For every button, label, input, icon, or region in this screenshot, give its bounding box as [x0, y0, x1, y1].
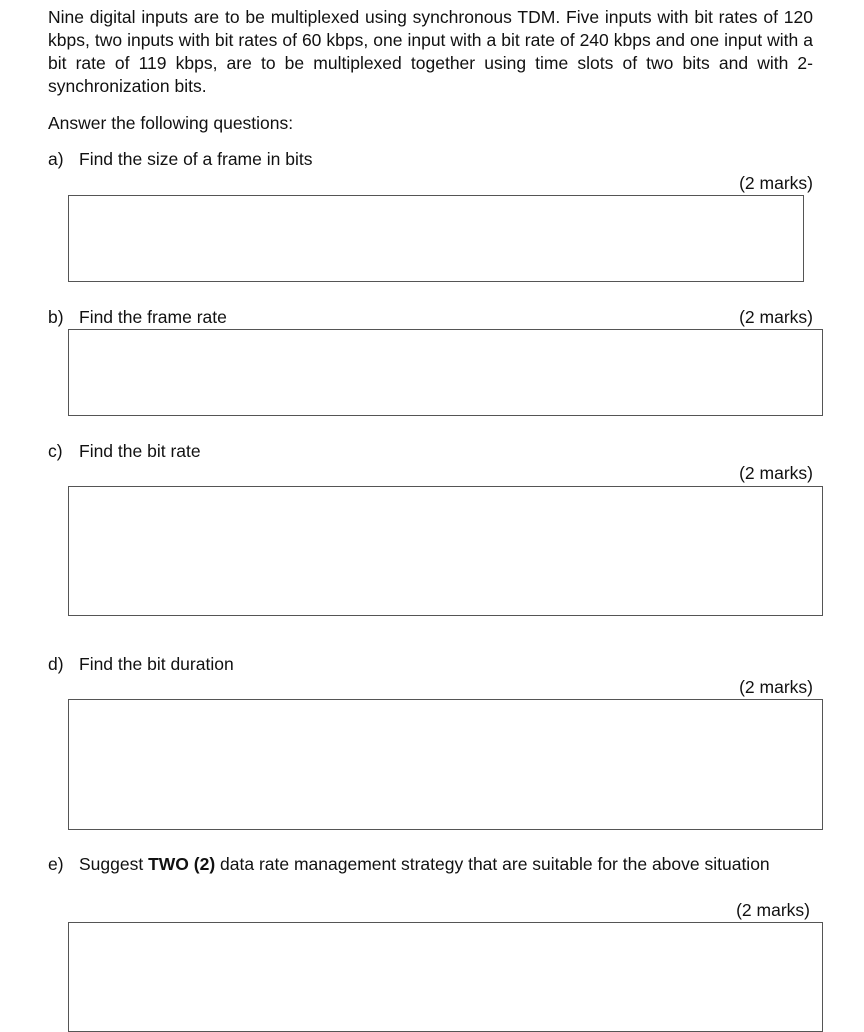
- answer-box-b[interactable]: [68, 329, 823, 416]
- question-d-letter: d): [48, 654, 64, 674]
- question-d-text: Find the bit duration: [79, 654, 234, 674]
- question-intro: Nine digital inputs are to be multiplexed using synchronous TDM. Five inputs with bit rates of 120 kbps, two inputs with bit rates of 60 kbps, one input with a bit rate of 240 kbps and one input with a bit rate of 119 kbps, are to be multiplexed together using time slots of two bits and with 2-synchronization bits.: [48, 7, 813, 96]
- question-e-text-before: Suggest: [79, 854, 149, 874]
- question-a-text: Find the size of a frame in bits: [79, 149, 313, 169]
- question-e-text: [79, 853, 813, 876]
- question-c-text: Find the bit rate: [79, 441, 201, 461]
- question-b-marks: (2 marks): [739, 307, 813, 327]
- question-b-letter: b): [48, 307, 64, 327]
- question-d-marks: (2 marks): [739, 677, 813, 697]
- answer-box-e[interactable]: [68, 922, 823, 1032]
- question-e-text-bold: TWO (2): [148, 854, 216, 874]
- answer-box-d[interactable]: [68, 699, 823, 830]
- instruction-text: Answer the following questions:: [48, 113, 294, 133]
- question-c-letter: c): [48, 441, 63, 461]
- question-a-letter: a): [48, 149, 64, 169]
- question-b-text: Find the frame rate: [79, 307, 227, 327]
- answer-box-a[interactable]: [68, 195, 804, 282]
- question-c-marks: (2 marks): [739, 463, 813, 483]
- question-e-text-after: data rate management strategy that are suitable for the above situation: [215, 854, 770, 874]
- answer-box-c[interactable]: [68, 486, 823, 616]
- question-a-marks: (2 marks): [739, 173, 813, 193]
- question-e-letter: e): [48, 854, 64, 874]
- question-e-marks: (2 marks): [736, 900, 810, 920]
